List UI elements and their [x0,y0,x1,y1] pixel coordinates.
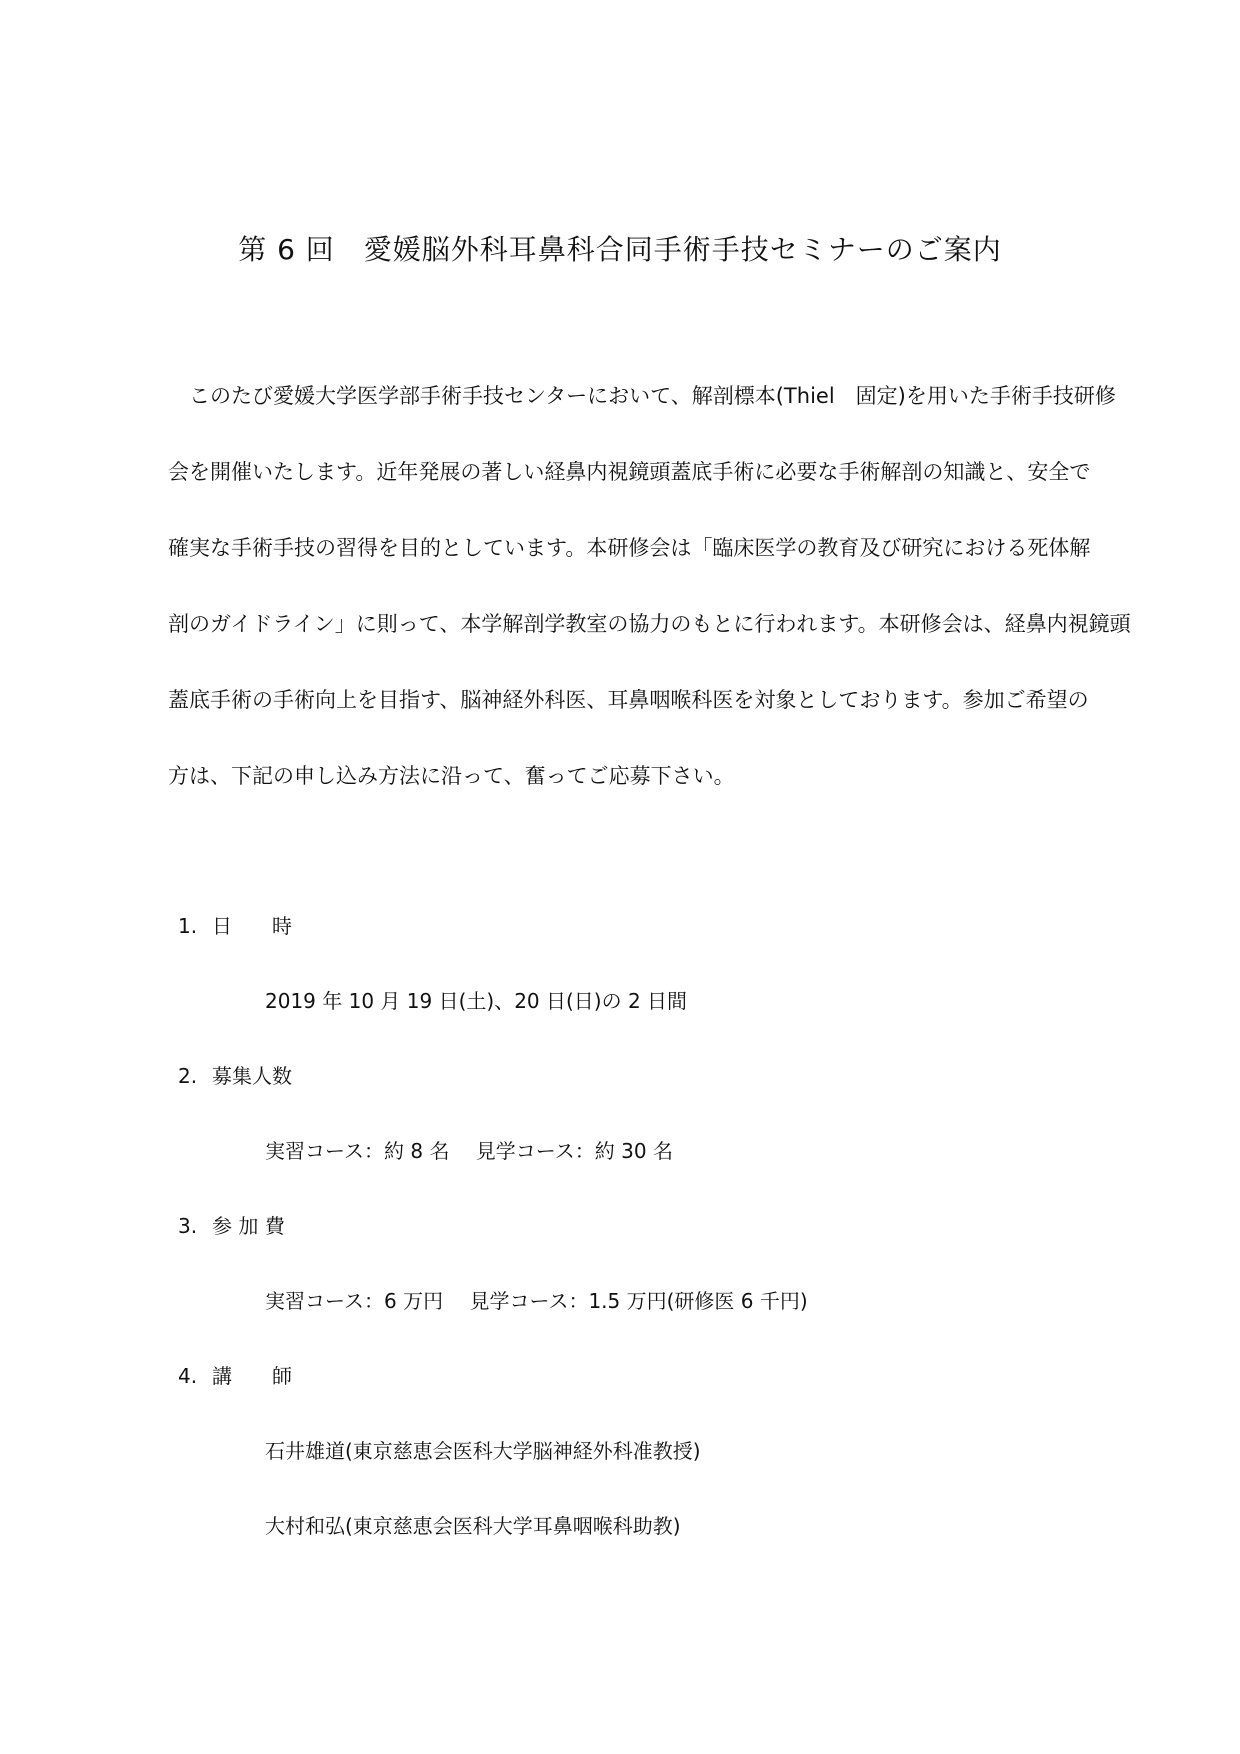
datetime-value: 2019 年 10 月 19 日(土)、20 日(日)の 2 日間 [265,989,688,1013]
intro-line: 確実な手術手技の習得を目的としています。本研修会は「臨床医学の教育及び研究における死体解 [168,536,1091,560]
section-title: 募集人数 [212,1064,292,1088]
intro-line: 蓋底手術の手術向上を目指す、脳神経外科医、耳鼻咽喉科医を対象としております。参加ご希望の [168,688,1089,712]
intro-line: このたび愛媛大学医学部手術手技センターにおいて、解剖標本(Thiel 固定)を用いた手術手技研修 [168,384,1116,408]
document-title: 第 6 回 愛媛脳外科耳鼻科合同手術手技セミナーのご案内 [238,233,1002,266]
section-heading-datetime [178,910,292,939]
instructor-item: 大村和弘(東京慈恵会医科大学耳鼻咽喉科助教) [265,1514,681,1538]
section-number: 3. [178,1214,198,1238]
fee-value: 実習コース：6 万円 見学コース：1.5 万円(研修医 6 千円) [265,1289,808,1313]
section-number: 2. [178,1064,198,1088]
intro-line: 方は、下記の申し込み方法に沿って、奮ってご応募下さい。 [168,764,735,788]
section-title: 講 師 [212,1364,292,1388]
intro-line: 剖のガイドライン」に則って、本学解剖学教室の協力のもとに行われます。本研修会は、経鼻内視鏡頭 [168,612,1131,636]
section-number: 1. [178,914,198,938]
instructor-item: 石井雄道(東京慈恵会医科大学脳神経外科准教授) [265,1439,701,1463]
section-heading-instructors [178,1360,292,1389]
intro-line: 会を開催いたします。近年発展の著しい経鼻内視鏡頭蓋底手術に必要な手術解剖の知識と、安全で [168,460,1091,484]
section-heading-fee [178,1210,285,1239]
section-heading-capacity [178,1060,292,1089]
capacity-value: 実習コース：約 8 名 見学コース：約 30 名 [265,1139,673,1163]
section-title: 日 時 [212,914,292,938]
intro-paragraph [168,376,1131,832]
section-title: 参 加 費 [212,1214,285,1238]
section-number: 4. [178,1364,198,1388]
